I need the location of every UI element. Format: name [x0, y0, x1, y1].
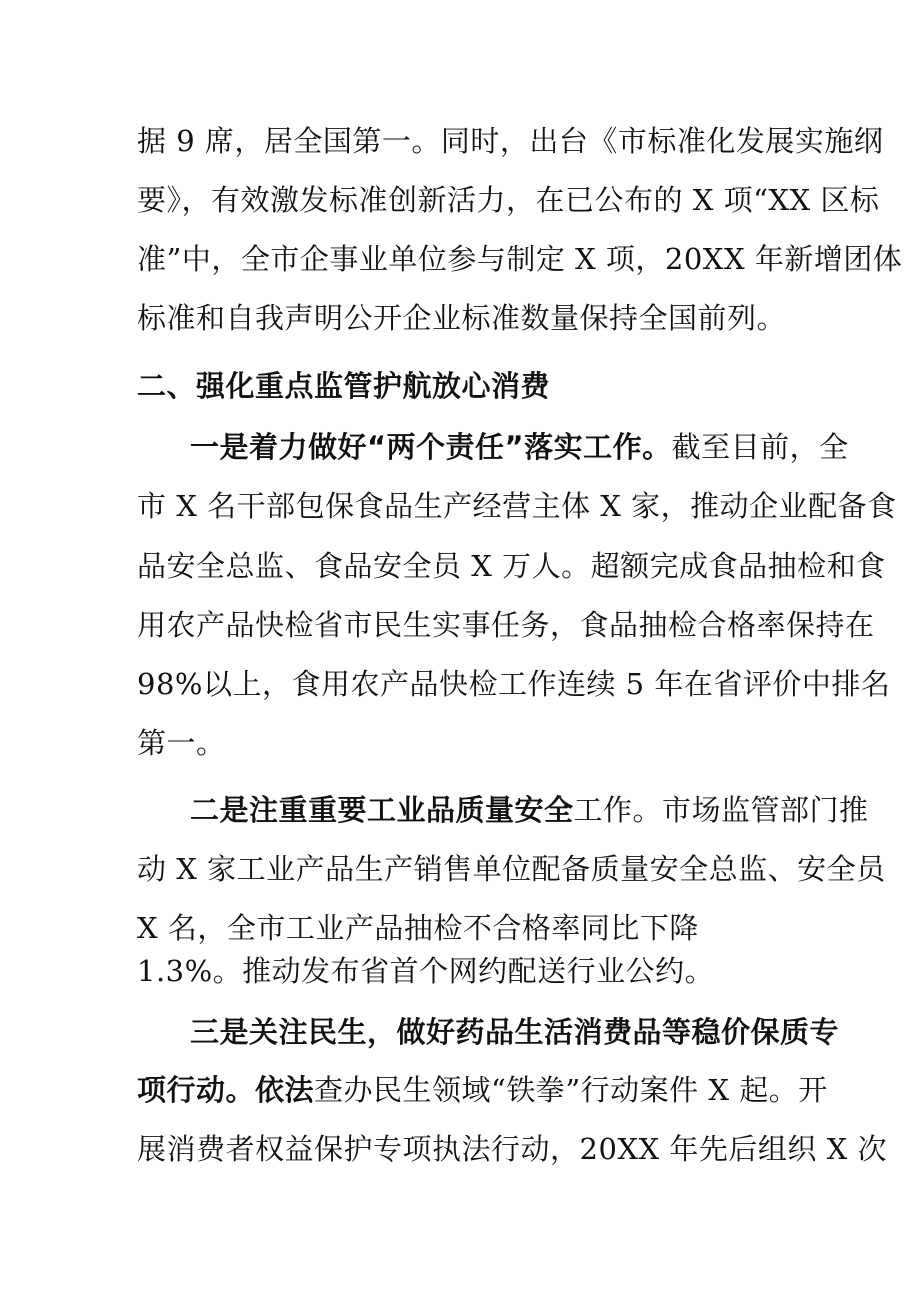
paragraph-3-line-1	[190, 790, 869, 830]
paragraph-2-line-5: 98%以上，食用农产品快检工作连续 5 年在省评价中排名	[137, 667, 891, 701]
paragraph-4-line-2-rest: 查办民生领域“铁拳”行动案件 X 起。开	[314, 1073, 828, 1107]
paragraph-2-line-3: 品安全总监、食品安全员 X 万人。超额完成食品抽检和食	[137, 549, 886, 583]
paragraph-1-line-3: 准”中，全市企事业单位参与制定 X 项，20XX 年新增团体	[137, 242, 903, 276]
paragraph-2-lead: 一是着力做好“两个责任”落实工作。	[190, 430, 672, 464]
paragraph-2-line-1	[190, 427, 849, 467]
section-heading: 二、强化重点监管护航放心消费	[137, 369, 551, 403]
paragraph-1-line-4: 标准和自我声明公开企业标准数量保持全国前列。	[137, 301, 787, 335]
paragraph-1-line-1: 据 9 席，居全国第一。同时，出台《市标准化发展实施纲	[137, 124, 884, 158]
paragraph-3-line-2: 动 X 家工业产品生产销售单位配备质量安全总监、安全员	[137, 852, 886, 886]
paragraph-4-line-3: 展消费者权益保护专项执法行动，20XX 年先后组织 X 次	[137, 1132, 887, 1166]
paragraph-4-lead-2: 项行动。依法	[137, 1073, 315, 1107]
paragraph-3-lead: 二是注重重要工业品质量安全	[190, 793, 574, 827]
paragraph-4-line-2	[137, 1070, 828, 1110]
paragraph-3-line-1-rest: 工作。市场监管部门推	[573, 793, 869, 827]
paragraph-1-line-2: 要》，有效激发标准创新活力，在已公布的 X 项“XX 区标	[137, 183, 880, 217]
paragraph-2-line-6: 第一。	[137, 726, 226, 760]
paragraph-3-line-4: 1.3%。推动发布省首个网约配送行业公约。	[137, 954, 715, 988]
paragraph-3-line-3: X 名，全市工业产品抽检不合格率同比下降	[137, 911, 699, 945]
paragraph-2-line-1-rest: 截至目前，全	[671, 430, 849, 464]
paragraph-2-line-4: 用农产品快检省市民生实事任务，食品抽检合格率保持在	[137, 608, 875, 642]
paragraph-2-line-2: 市 X 名干部包保食品生产经营主体 X 家，推动企业配备食	[137, 489, 897, 523]
paragraph-4-line-1: 三是关注民生，做好药品生活消费品等稳价保质专	[190, 1015, 840, 1049]
